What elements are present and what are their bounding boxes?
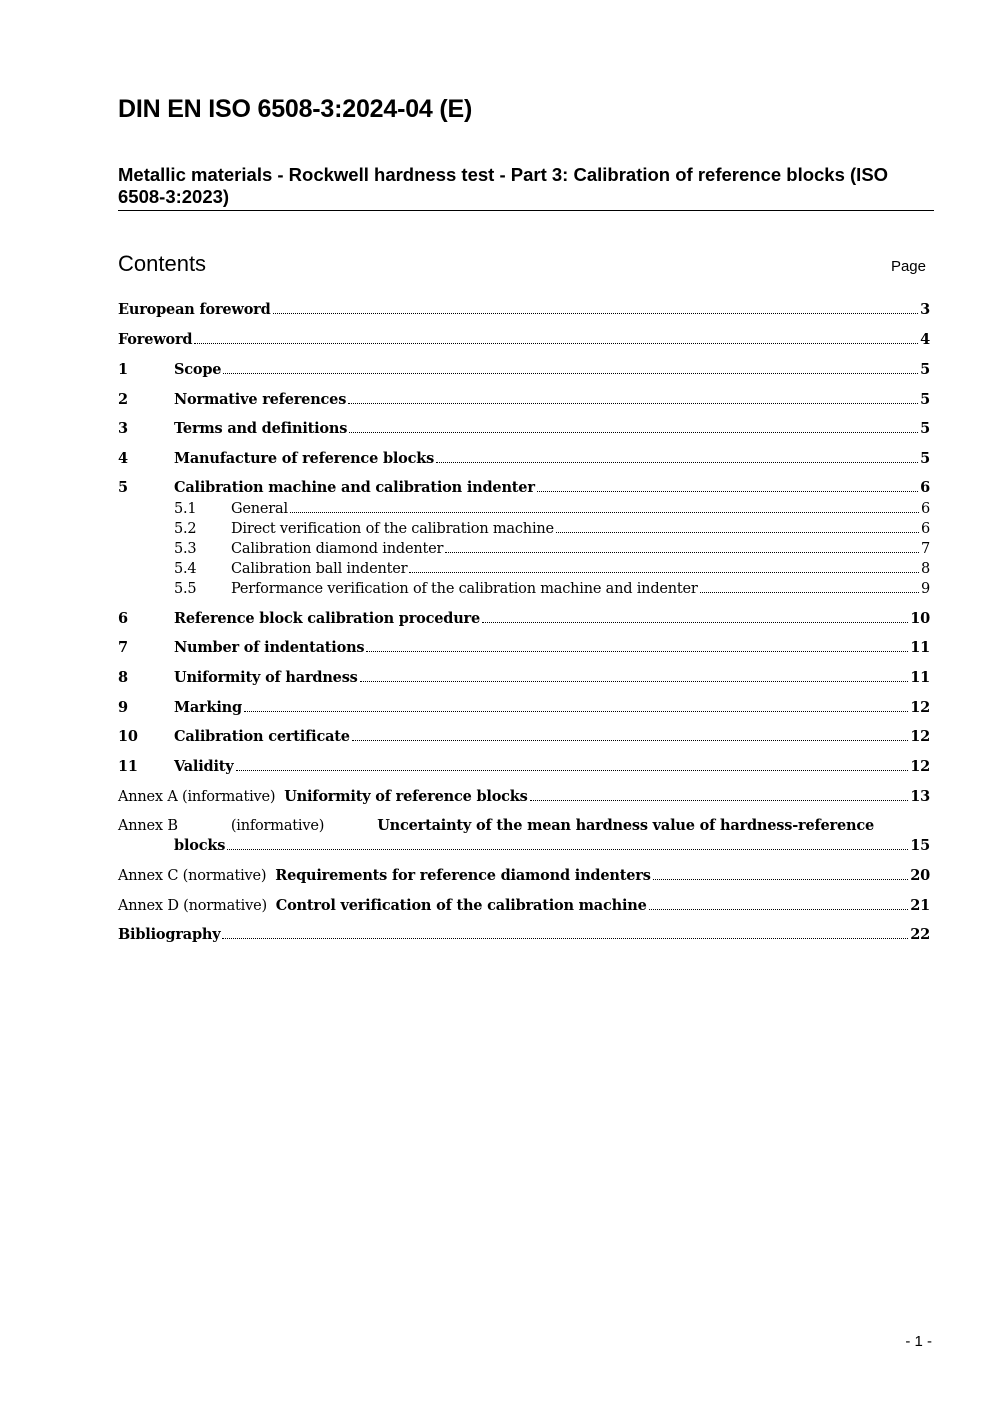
contents-heading: Contents (118, 251, 207, 276)
toc-entry-text: Performance verification of the calibration machine and indenter (231, 581, 698, 597)
toc-entry-text: Validity (174, 758, 234, 775)
dot-leader (244, 711, 908, 712)
toc-entry-5-2[interactable] (118, 517, 930, 537)
toc-entry-page: 8 (920, 561, 930, 577)
page-number: - 1 - (905, 1333, 932, 1350)
toc-entry-page: 6 (920, 501, 930, 517)
toc-entry-4[interactable] (118, 447, 930, 467)
dot-leader (348, 403, 918, 404)
toc-entry-page: 6 (920, 479, 930, 496)
toc-entry-5[interactable] (118, 476, 930, 496)
toc-entry-text: Marking (174, 699, 242, 716)
document-subtitle: Metallic materials - Rockwell hardness test - Part 3: Calibration of reference blocks (ISO 6508-3:2023) (118, 164, 889, 207)
toc-entry-page: 22 (910, 926, 930, 943)
toc-entry-page: 5 (920, 391, 930, 408)
dot-leader (227, 849, 908, 850)
dot-leader (482, 622, 908, 623)
toc-entry-page: 9 (920, 581, 930, 597)
toc-entry-5-4[interactable] (118, 557, 930, 577)
toc-entry-text: Scope (174, 361, 222, 378)
toc-entry-text: General (231, 501, 288, 517)
toc-entry-text: Bibliography (118, 926, 221, 943)
annex-title: Uncertainty of the mean hardness value of hardness-reference (377, 817, 874, 834)
page-column-heading: Page (890, 258, 926, 275)
toc-entry-annex-d[interactable] (118, 894, 930, 914)
dot-leader (236, 770, 909, 771)
toc-entry-page: 12 (910, 699, 930, 716)
toc-entry-page: 10 (910, 610, 930, 627)
dot-leader (700, 592, 919, 593)
annex-title: Control verification of the calibration machine (275, 897, 647, 914)
toc-entry-text: Uniformity of hardness (174, 669, 358, 686)
dot-leader (436, 462, 918, 463)
toc-entry-number: 5.1 (174, 501, 197, 517)
toc-entry-10[interactable] (118, 725, 930, 745)
toc-entry-page: 15 (910, 837, 930, 854)
dot-leader (366, 651, 908, 652)
toc-entry-number: 9 (118, 699, 128, 716)
toc-entry-text: European foreword (118, 301, 271, 318)
toc-entry-number: 6 (118, 610, 128, 627)
toc-entry-page: 4 (920, 331, 930, 348)
toc-entry-number: 5.4 (174, 561, 197, 577)
toc-entry-bibliography[interactable] (118, 923, 930, 943)
toc-entry-page: 12 (910, 728, 930, 745)
toc-entry-text: Reference block calibration procedure (174, 610, 481, 627)
dot-leader (537, 491, 918, 492)
toc-entry-9[interactable] (118, 696, 930, 716)
toc-entry-text: Direct verification of the calibration machine (231, 521, 554, 537)
toc-entry-text: Calibration machine and calibration indenter (174, 479, 535, 496)
toc-entry-text: Calibration ball indenter (231, 561, 408, 577)
toc-entry-number: 5.5 (174, 581, 197, 597)
toc-entry-number: 5 (118, 479, 128, 496)
toc-entry-annex-a[interactable] (118, 785, 930, 805)
annex-type: (normative) (183, 898, 267, 914)
dot-leader (290, 512, 919, 513)
toc-entry-page: 5 (920, 420, 930, 437)
toc-entry-page: 3 (920, 301, 930, 318)
annex-title-continued: blocks (174, 837, 226, 854)
toc-entry-page: 7 (920, 541, 930, 557)
toc-entry-european-foreword[interactable] (118, 298, 930, 318)
toc-entry-text: Foreword (118, 331, 193, 348)
toc-entry-7[interactable] (118, 636, 930, 656)
dot-leader (530, 800, 909, 801)
annex-title: Requirements for reference diamond indenters (275, 867, 651, 884)
toc-entry-3[interactable] (118, 417, 930, 437)
toc-entry-number: 10 (118, 728, 138, 745)
toc-entry-foreword[interactable] (118, 328, 930, 348)
toc-entry-text: Terms and definitions (174, 420, 348, 437)
toc-entry-number: 11 (118, 758, 138, 775)
toc-entry-page: 12 (910, 758, 930, 775)
annex-label: Annex B (118, 818, 178, 834)
toc-entry-number: 1 (118, 361, 128, 378)
dot-leader (649, 909, 909, 910)
toc-entry-number: 4 (118, 450, 128, 467)
toc-entry-number: 5.3 (174, 541, 197, 557)
annex-label: Annex A (118, 789, 178, 805)
toc-entry-1[interactable] (118, 358, 930, 378)
toc-entry-text: Manufacture of reference blocks (174, 450, 435, 467)
toc-entry-number: 7 (118, 639, 128, 656)
dot-leader (223, 373, 918, 374)
annex-label: Annex C (118, 868, 179, 884)
annex-type: (informative) (182, 789, 276, 805)
toc-entry-number: 8 (118, 669, 128, 686)
toc-entry-page: 13 (910, 788, 930, 805)
toc-entry-text: Calibration certificate (174, 728, 350, 745)
annex-title: Uniformity of reference blocks (284, 788, 528, 805)
dot-leader (409, 572, 919, 573)
toc-entry-page: 6 (920, 521, 930, 537)
dot-leader (194, 343, 918, 344)
toc-entry-page: 20 (910, 867, 930, 884)
toc-entry-page: 11 (910, 669, 930, 686)
annex-label: Annex D (118, 898, 179, 914)
toc-entry-11[interactable] (118, 755, 930, 775)
toc-entry-page: 5 (920, 361, 930, 378)
toc-entry-number: 2 (118, 391, 128, 408)
toc-entry-2[interactable] (118, 388, 930, 408)
toc-entry-number: 3 (118, 420, 128, 437)
toc-entry-annex-c[interactable] (118, 864, 930, 884)
dot-leader (273, 313, 919, 314)
dot-leader (653, 879, 909, 880)
dot-leader (360, 681, 909, 682)
dot-leader (222, 938, 908, 939)
document-title: DIN EN ISO 6508-3:2024-04 (E) (118, 95, 473, 123)
toc-entry-5-5[interactable] (118, 577, 930, 597)
dot-leader (352, 740, 908, 741)
toc-entry-page: 5 (920, 450, 930, 467)
toc-entry-annex-b[interactable] (118, 814, 930, 854)
toc-entry-text: Calibration diamond indenter (231, 541, 444, 557)
title-divider (118, 210, 934, 211)
toc-entry-text: Number of indentations (174, 639, 365, 656)
dot-leader (556, 532, 919, 533)
toc-entry-page: 21 (910, 897, 930, 914)
toc-entry-5-1[interactable] (118, 497, 930, 517)
dot-leader (445, 552, 919, 553)
toc-entry-text: Normative references (174, 391, 347, 408)
annex-type: (normative) (182, 868, 267, 884)
toc-entry-number: 5.2 (174, 521, 197, 537)
dot-leader (349, 432, 918, 433)
toc-entry-8[interactable] (118, 666, 930, 686)
annex-type: (informative) (230, 818, 325, 834)
toc-entry-5-3[interactable] (118, 537, 930, 557)
toc-entry-6[interactable] (118, 607, 930, 627)
toc-entry-page: 11 (910, 639, 930, 656)
